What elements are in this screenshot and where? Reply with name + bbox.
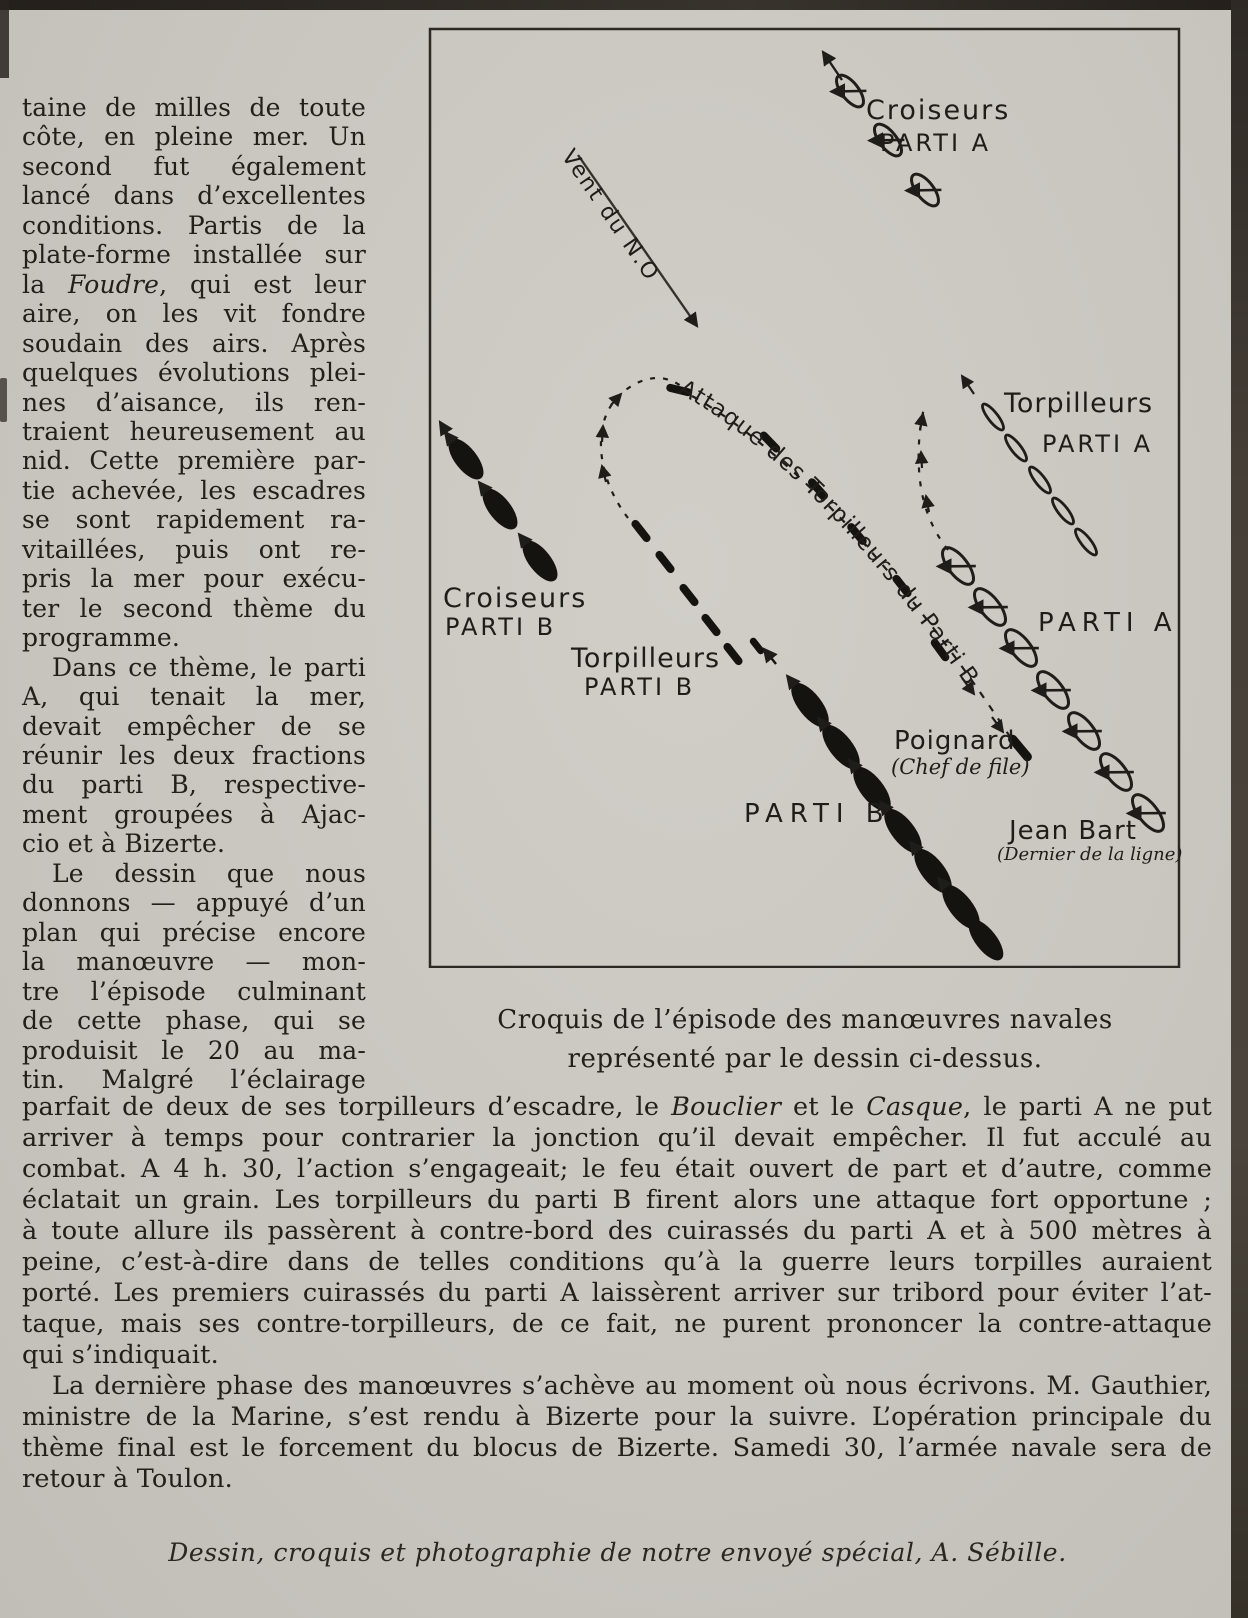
parti-a-ships — [932, 540, 1173, 840]
left-text-column — [22, 93, 366, 1094]
text-line: la manœuvre — mon- — [22, 947, 366, 977]
text-line: thème final est le forcement du blocus de Bizerte. Samedi 30, l’armée navale sera de — [22, 1433, 1212, 1463]
text-line: nes d’aisance, ils ren- — [22, 387, 366, 417]
diagram-caption — [428, 1001, 1182, 1079]
text-line: porté. Les premiers cuirassés du parti A laissèrent arriver sur tribord pour éviter l’at- — [22, 1278, 1212, 1308]
croiseurs-b-sub: PARTI B — [445, 613, 557, 641]
text-line: parfait de deux de ses torpilleurs d’escadre, le Bouclier et le Casque, le parti A ne put — [22, 1092, 1212, 1122]
text-line: côte, en pleine mer. Un — [22, 122, 366, 152]
text-line: pris la mer pour exécu- — [22, 564, 366, 594]
text-line: Dans ce thème, le parti — [52, 652, 366, 682]
torpilleurs-b-sub: PARTI B — [584, 673, 696, 701]
text-line: tie achevée, les escadres — [22, 475, 366, 505]
text-line: tin. Malgré l’éclairage — [22, 1064, 366, 1094]
text-line: donnons — appuyé d’un — [22, 888, 366, 918]
text-line: taque, mais ses contre-torpilleurs, de ce fait, ne purent prononcer la contre-attaque — [22, 1309, 1212, 1339]
text-line: programme. — [22, 623, 181, 653]
text-line: aire, on les vit fondre — [22, 299, 366, 329]
text-line: A, qui tenait la mer, — [22, 682, 366, 712]
jean-bart-label: Jean Bart — [1009, 816, 1137, 846]
text-line: plan qui précise encore — [22, 917, 366, 947]
torpilleurs-b-attack-dashes — [665, 383, 1033, 763]
poignard-label: Poignard — [894, 726, 1016, 756]
text-line: de cette phase, qui se — [22, 1006, 366, 1036]
text-line: nid. Cette première par- — [22, 446, 366, 476]
poignard-sublabel: (Chef de file) — [891, 755, 1030, 779]
text-line: second fut également — [22, 151, 366, 181]
text-line: quelques évolutions plei- — [22, 358, 366, 388]
caption-line-1: Croquis de l’épisode des manœuvres navales — [497, 1005, 1113, 1035]
text-line: vitaillées, puis ont re- — [22, 534, 366, 564]
wind-label-text: Vent du N.O — [556, 145, 665, 287]
croiseurs-b-title: Croiseurs — [443, 583, 588, 614]
body-text — [22, 1092, 1212, 1495]
croiseurs-a-sub: PARTI A — [880, 129, 992, 157]
scan-smudge — [0, 0, 9, 78]
scan-smudge — [0, 378, 7, 422]
scan-edge-right — [1231, 0, 1248, 1618]
attack-label — [675, 375, 984, 691]
text-line: ment groupées à Ajac- — [22, 799, 366, 829]
text-line: ter le second thème du — [22, 593, 366, 623]
text-line: la Foudre, qui est leur — [22, 269, 366, 299]
text-line: conditions. Partis de la — [22, 210, 366, 240]
text-line: à toute allure ils passèrent à contre-bord des cuirassés du parti A et à 500 mètres à — [22, 1216, 1212, 1246]
text-line: éclatait un grain. Les torpilleurs du parti B firent alors une attaque fort opportune ; — [22, 1185, 1212, 1215]
text-line: lancé dans d’excellentes — [22, 181, 366, 211]
croiseurs-a-title: Croiseurs — [866, 95, 1011, 126]
text-line: combat. A 4 h. 30, l’action s’engageait; le feu était ouvert de part et d’autre, comme — [22, 1154, 1212, 1184]
croiseurs-b-ships — [437, 422, 563, 586]
torpilleurs-a-title: Torpilleurs — [1004, 388, 1154, 419]
parti-a-label: PARTI A — [1038, 608, 1178, 638]
torpilleurs-a-sub: PARTI A — [1042, 430, 1154, 458]
scan-edge-top — [0, 0, 1248, 10]
text-line: La dernière phase des manœuvres s’achève au moment où nous écrivons. M. Gauthier, — [52, 1371, 1212, 1401]
attack-label-text: Attaque des Torpilleurs du Parti B — [674, 375, 984, 691]
text-line: produisit le 20 au ma- — [22, 1035, 366, 1065]
text-line: devait empêcher de se — [22, 711, 366, 741]
text-line: plate-forme installée sur — [22, 240, 366, 270]
text-line: peine, c’est-à-dire dans de telles conditions qu’à la guerre leurs torpilles auraient — [22, 1247, 1212, 1277]
caption-line-2: représenté par le dessin ci-dessus. — [567, 1044, 1043, 1074]
text-line: taine de milles de toute — [22, 93, 366, 122]
jean-bart-sublabel: (Dernier de la ligne) — [997, 844, 1182, 865]
text-line: du parti B, respective- — [22, 770, 366, 800]
text-line: qui s’indiquait. — [22, 1340, 219, 1370]
text-line: se sont rapidement ra- — [22, 505, 366, 535]
wind-label — [556, 145, 664, 286]
text-line: ministre de la Marine, s’est rendu à Bizerte pour la suivre. L’opération principale du — [22, 1402, 1212, 1432]
credit-line: Dessin, croquis et photographie de notre envoyé spécial, A. Sébille. — [168, 1538, 1067, 1567]
text-line: tre l’épisode culminant — [22, 976, 366, 1006]
text-line: réunir les deux fractions — [22, 740, 366, 770]
parti-b-label: PARTI B — [744, 799, 891, 829]
text-line: cio et à Bizerte. — [22, 829, 226, 859]
torpilleurs-b-title: Torpilleurs — [571, 643, 721, 674]
text-line: Le dessin que nous — [52, 858, 366, 888]
parti-a-track — [919, 408, 948, 550]
text-line: retour à Toulon. — [22, 1464, 233, 1494]
text-line: arriver à temps pour contrarier la jonction qu’il devait empêcher. Il fut acculé au — [22, 1123, 1212, 1153]
naval-maneuver-diagram — [428, 27, 1182, 968]
text-line: traient heureusement au — [22, 416, 366, 446]
text-line: soudain des airs. Après — [22, 328, 366, 358]
